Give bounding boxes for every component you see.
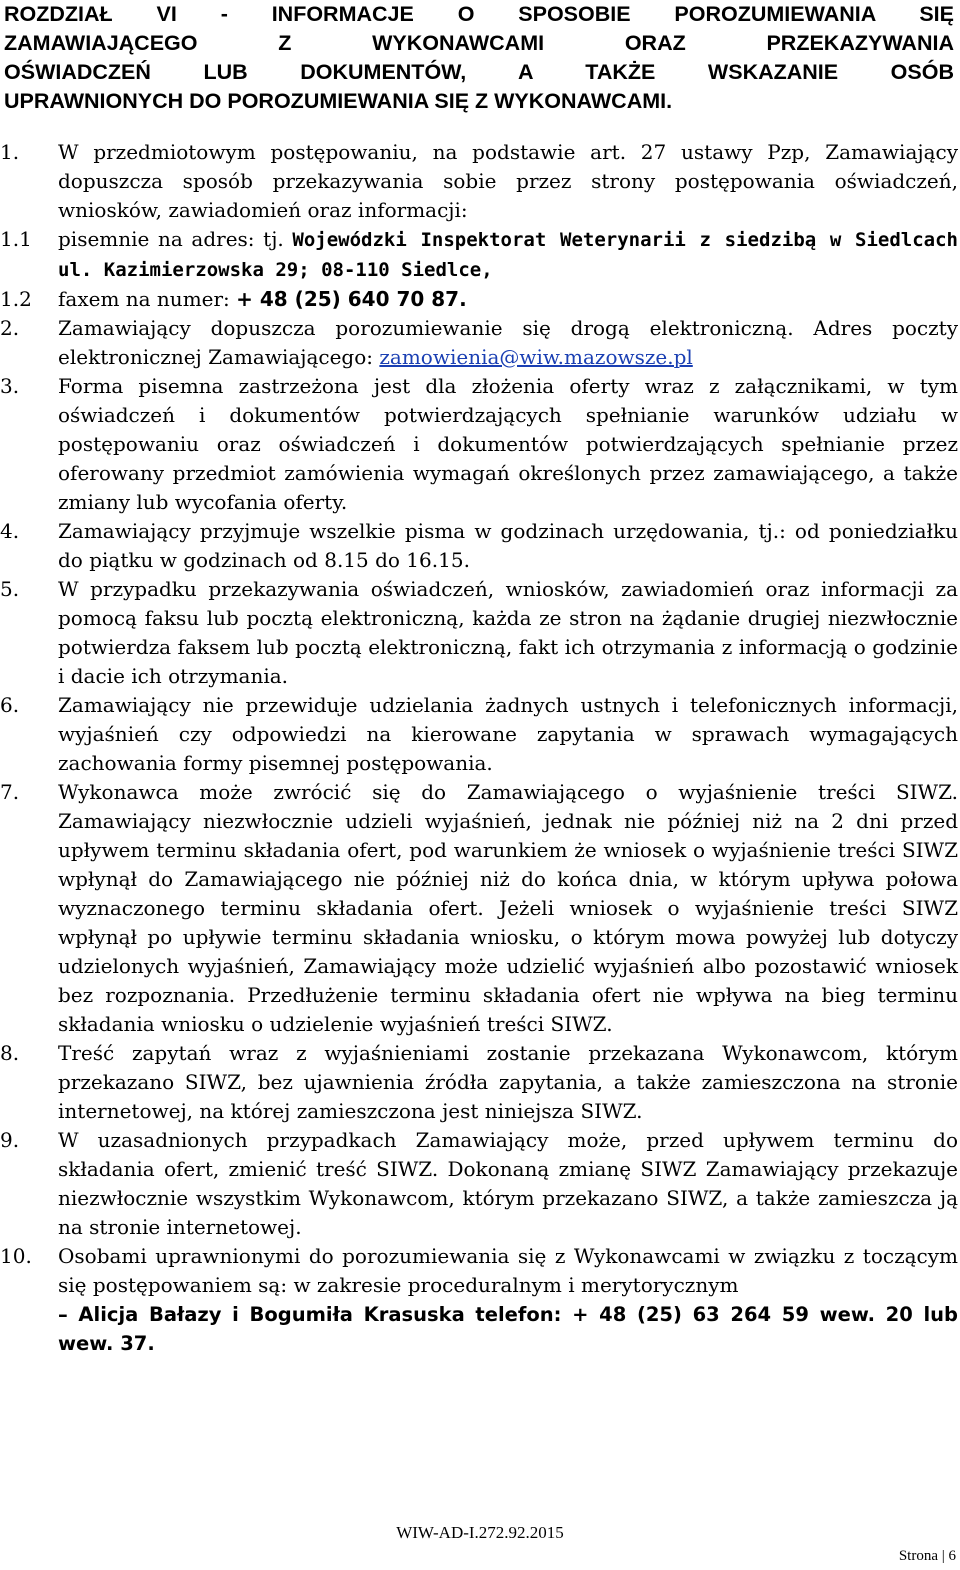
sub-item-1-2 — [0, 285, 958, 314]
list-item-7 — [0, 778, 958, 1039]
list-item-9 — [0, 1126, 958, 1242]
list-item-8 — [0, 1039, 958, 1126]
item-text: W uzasadnionych przypadkach Zamawiający może, przed upływem terminu do składania ofert, zmienić treść SIWZ. Dokonaną zmianę SIWZ Zamawiający przekazuje niezwłocznie wszystkim Wykonawcom, którym przekazano SIWZ, a także zamieszcza ją na stronie internetowej. — [58, 1128, 958, 1239]
heading-line-3: OŚWIADCZEŃ LUB DOKUMENTÓW, A TAKŻE WSKAZANIE OSÓB — [4, 60, 954, 84]
item-text: Wykonawca może zwrócić się do Zamawiającego o wyjaśnienie treści SIWZ. Zamawiający niezwłocznie udzieli wyjaśnień, jednak nie później niż na 2 dni przed upływem terminu składania ofert, pod warunkiem że wniosek o wyjaśnienie treści SIWZ wpłynął do Zamawiającego nie później niż do końca dnia, w którym upływa połowa wyznaczonego terminu składania ofert. Jeżeli wniosek o wyjaśnienie treści SIWZ wpłynął po upływie terminu składania wniosku, o którym mowa powyżej lub dotyczy udzielonych wyjaśnień, Zamawiający może udzielić wyjaśnień albo pozostawić wniosek bez rozpoznania. Przedłużenie terminu składania ofert nie wpływa na bieg terminu składania wniosku o udzielenie wyjaśnień treści SIWZ. — [58, 780, 958, 1036]
item-number: 5. — [0, 577, 20, 601]
document-body — [0, 138, 958, 1358]
sub-item-text: faxem na numer: — [58, 287, 230, 311]
list-item-1 — [0, 138, 958, 225]
fax-number: + 48 (25) 640 70 87. — [236, 287, 467, 311]
sub-item-1-1 — [0, 225, 958, 285]
address-text: Wojewódzki Inspektorat Weterynarii z siedzibą w Siedlcach ul. Kazimierzowska 29; 08-110 Siedlce, — [58, 229, 958, 281]
item-text: Zamawiający dopuszcza porozumiewanie się drogą elektroniczną. Adres poczty elektronicznej Zamawiającego: — [58, 316, 958, 369]
list-item-4 — [0, 517, 958, 575]
list-item-2 — [0, 314, 958, 372]
item-number: 9. — [0, 1128, 20, 1152]
item-number: 7. — [0, 780, 20, 804]
list-item-10 — [0, 1242, 958, 1358]
heading-line-1: ROZDZIAŁ VI - INFORMACJE O SPOSOBIE POROZUMIEWANIA SIĘ — [4, 2, 954, 26]
heading-line-2: ZAMAWIAJĄCEGO Z WYKONAWCAMI ORAZ PRZEKAZYWANIA — [4, 31, 954, 55]
chapter-heading — [4, 0, 954, 116]
list-item-6 — [0, 691, 958, 778]
item-text: W przypadku przekazywania oświadczeń, wniosków, zawiadomień oraz informacji za pomocą faksu lub pocztą elektroniczną, każda ze stron na żądanie drugiej niezwłocznie potwierdza faksem lub pocztą elektroniczną, fakt ich otrzymania z informacją o godzinie i dacie ich otrzymania. — [58, 577, 958, 688]
item-text: Zamawiający nie przewiduje udzielania żadnych ustnych i telefonicznych informacji, wyjaśnień czy odpowiedzi na kierowane zapytania w sprawach wymagających zachowania formy pisemnej postępowania. — [58, 693, 958, 775]
email-link[interactable]: zamowienia@wiw.mazowsze.pl — [379, 345, 693, 369]
item-text: Treść zapytań wraz z wyjaśnieniami zostanie przekazana Wykonawcom, którym przekazano SIWZ, bez ujawnienia źródła zapytania, a także zamieszczona na stronie internetowej, na której zamieszczona jest niniejsza SIWZ. — [58, 1041, 958, 1123]
item-number: 10. — [0, 1244, 32, 1268]
item-number: 6. — [0, 693, 20, 717]
item-text: Osobami uprawnionymi do porozumiewania się z Wykonawcami w związku z toczącym się postępowaniem są: w zakresie proceduralnym i merytorycznym — [58, 1244, 958, 1297]
heading-line-4: UPRAWNIONYCH DO POROZUMIEWANIA SIĘ Z WYKONAWCAMI. — [4, 89, 673, 113]
item-text: Zamawiający przyjmuje wszelkie pisma w godzinach urzędowania, tj.: od poniedziałku do piątku w godzinach od 8.15 do 16.15. — [58, 519, 958, 572]
sub-item-number: 1.2 — [0, 287, 32, 311]
item-number: 2. — [0, 316, 20, 340]
list-item-3 — [0, 372, 958, 517]
sub-item-number: 1.1 — [0, 227, 32, 251]
item-number: 1. — [0, 140, 20, 164]
document-reference: WIW-AD-I.272.92.2015 — [396, 1523, 564, 1542]
item-number: 3. — [0, 374, 20, 398]
item-number: 4. — [0, 519, 20, 543]
page-number: Strona | 6 — [898, 1548, 956, 1564]
sub-item-text: pisemnie na adres: tj. — [58, 227, 284, 251]
item-text: W przedmiotowym postępowaniu, na podstawie art. 27 ustawy Pzp, Zamawiający dopuszcza sposób przekazywania sobie przez strony postępowania oświadczeń, wniosków, zawiadomień oraz informacji: — [58, 140, 958, 222]
item-number: 8. — [0, 1041, 20, 1065]
list-item-5 — [0, 575, 958, 691]
item-text: Forma pisemna zastrzeżona jest dla złożenia oferty wraz z załącznikami, w tym oświadczeń i dokumentów potwierdzających spełnianie warunków udziału w postępowaniu oraz oświadczeń i dokumentów potwierdzających spełnianie przez oferowany przedmiot zamówienia wymagań określonych przez zamawiającego, a także zmiany lub wycofania oferty. — [58, 374, 958, 514]
contact-persons: – Alicja Bałazy i Bogumiła Krasuska telefon: + 48 (25) 63 264 59 wew. 20 lub wew. 37. — [58, 1303, 958, 1355]
